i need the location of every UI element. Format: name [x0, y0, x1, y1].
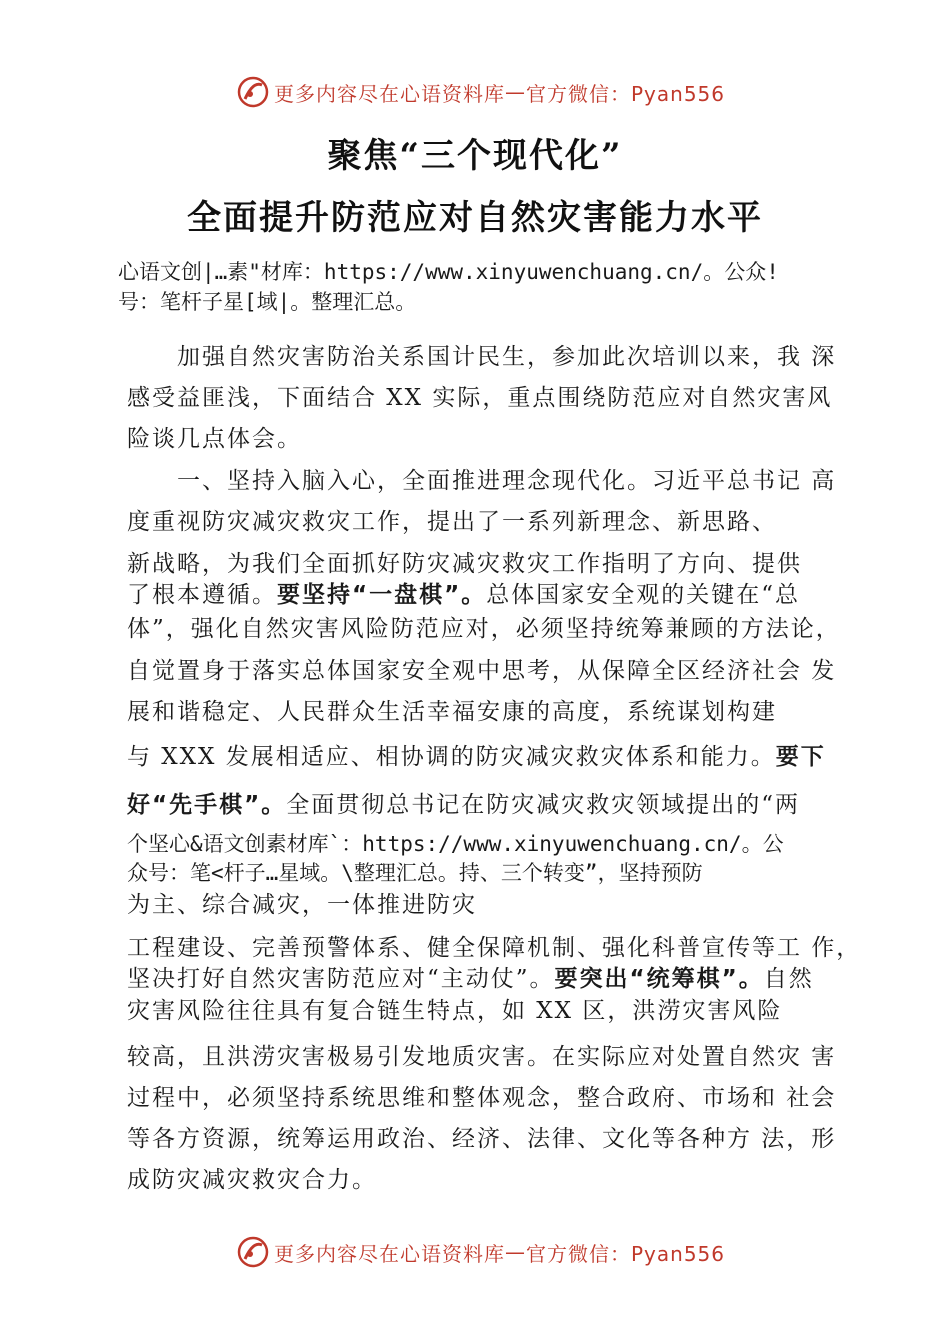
body-line: 灾害风险往往具有复合链生特点，如 XX 区，洪涝灾害风险 — [127, 998, 783, 1024]
body-line: 险谈几点体会。 — [127, 426, 302, 452]
banner-separator: — — [505, 1240, 526, 1264]
banner-contact: 官方微信：Pyan556 — [526, 81, 726, 106]
body-text: 了根本遵循。 — [127, 582, 277, 608]
body-line: 展和谐稳定、人民群众生活幸福安康的高度，系统谋划构建 — [127, 699, 777, 725]
body-line: 新战略，为我们全面抓好防灾减灾救灾工作指明了方向、提供 — [127, 551, 802, 577]
body-text: 与 XXX 发展相适应、相协调的防灾减灾救灾体系和能力。 — [127, 744, 776, 770]
emphasis-text: 要坚持“一盘棋”。 — [277, 582, 487, 608]
emphasis-text: 要下 — [775, 744, 826, 770]
watermark-line: 个坚心&语文创素材库`：https://www.xinyuwenchuang.cn/。公 — [127, 832, 784, 856]
page-title-line2: 全面提升防范应对自然灾害能力水平 — [187, 198, 763, 238]
body-text: 总体国家安全观的关键在“总 — [486, 582, 800, 608]
body-line — [127, 576, 800, 609]
body-text: 全面贯彻总书记在防灾减灾救灾领域提出的“两 — [286, 792, 800, 818]
page-title-line1: 聚焦“三个现代化” — [327, 136, 623, 176]
watermark-line: 心语文创|…素"材库：https://www.xinyuwenchuang.cn/。公众! — [118, 260, 779, 284]
banner-contact: 官方微信：Pyan556 — [526, 1241, 726, 1266]
body-line: 一、坚持入脑入心，全面推进理念现代化。习近平总书记 高 — [177, 468, 837, 494]
body-text: 自然 — [763, 966, 814, 992]
body-line: 度重视防灾减灾救灾工作，提出了一系列新理念、新思路、 — [127, 509, 777, 535]
banner-text: 更多内容尽在心语资料库 — [274, 81, 505, 106]
body-line: 成防灾减灾救灾合力。 — [127, 1167, 377, 1193]
banner-separator: — — [505, 80, 526, 104]
body-line — [127, 786, 800, 819]
header-banner — [0, 70, 950, 114]
body-line: 加强自然灾害防治关系国计民生，参加此次培训以来，我 深 — [177, 344, 837, 370]
body-line: 为主、综合减灾，一体推进防灾 — [127, 892, 477, 918]
banner-text: 更多内容尽在心语资料库 — [274, 1241, 505, 1266]
emphasis-text: 好“先手棋”。 — [127, 792, 287, 818]
brand-logo-icon — [236, 1235, 270, 1269]
watermark-line: 号：笔杆子星[域|。整理汇总。 — [118, 290, 417, 314]
body-text: 坚决打好自然灾害防范应对“主动仗”。 — [127, 966, 555, 992]
body-line: 工程建设、完善预警体系、健全保障机制、强化科普宣传等工 作， — [127, 935, 862, 961]
body-line: 过程中，必须坚持系统思维和整体观念，整合政府、市场和 社会 — [127, 1085, 837, 1111]
body-line: 体”，强化自然灾害风险防范应对，必须坚持统筹兼顾的方法论， — [127, 616, 841, 642]
body-line: 较高，且洪涝灾害极易引发地质灾害。在实际应对处置自然灾 害 — [127, 1044, 837, 1070]
body-line: 等各方资源，统筹运用政治、经济、法律、文化等各种方 法，形 — [127, 1126, 837, 1152]
brand-logo-icon — [236, 75, 270, 109]
body-line — [127, 738, 826, 771]
footer-banner — [0, 1230, 950, 1274]
body-line: 感受益匪浅，下面结合 XX 实际，重点围绕防范应对自然灾害风 — [127, 385, 833, 411]
body-line: 自觉置身于落实总体国家安全观中思考，从保障全区经济社会 发 — [127, 658, 837, 684]
emphasis-text: 要突出“统筹棋”。 — [554, 966, 764, 992]
body-line — [127, 960, 814, 993]
watermark-line: 众号：笔<杆子…星域。\整理汇总。持、三个转变”，坚持预防 — [127, 861, 703, 885]
